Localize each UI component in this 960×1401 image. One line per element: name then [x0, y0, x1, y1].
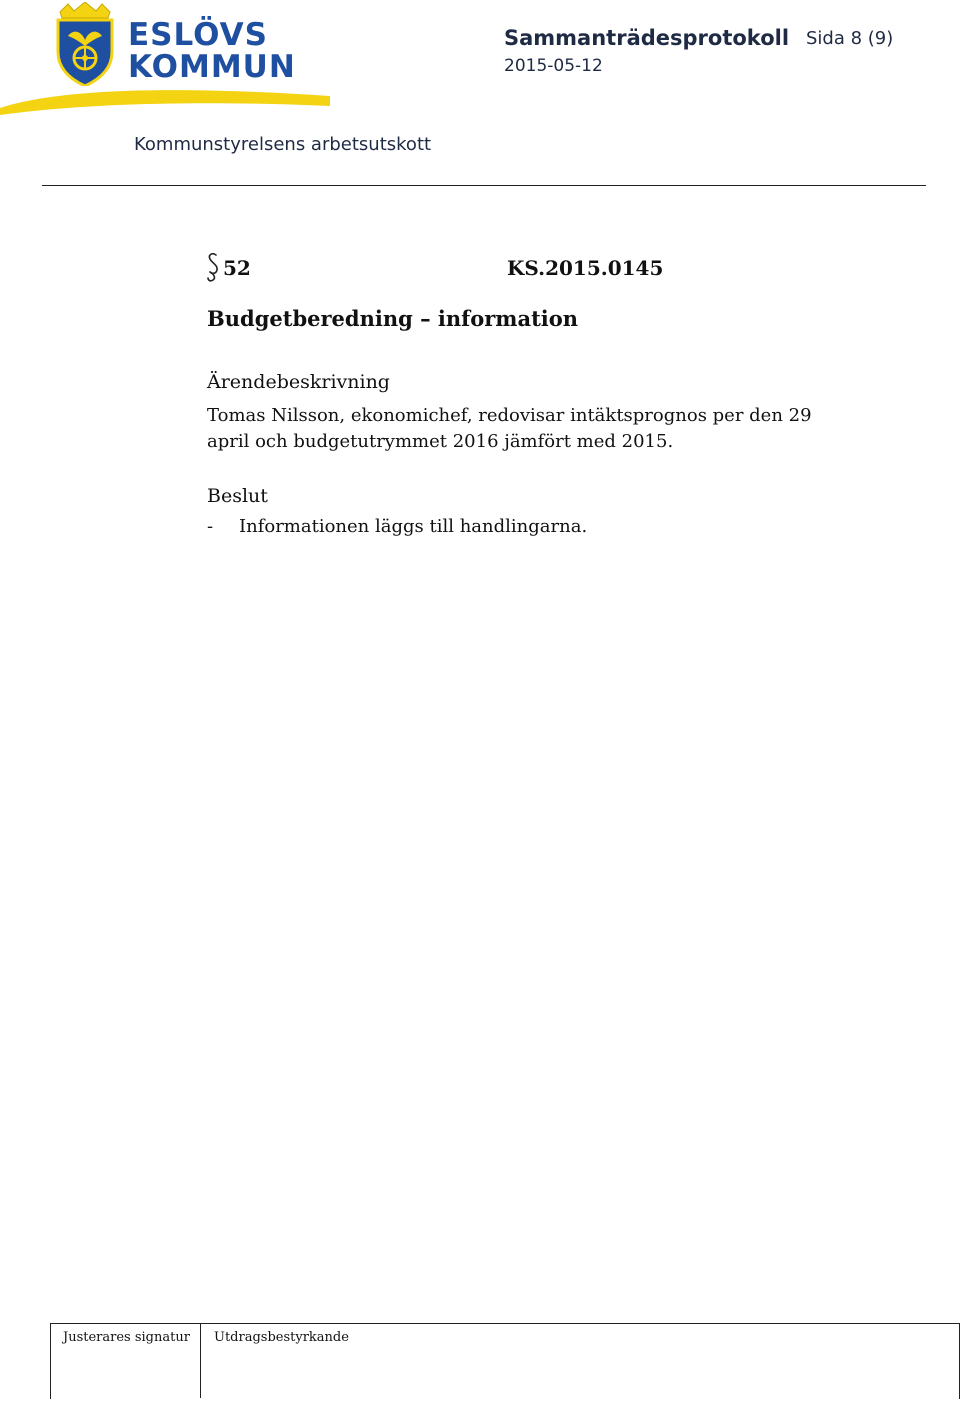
coat-of-arms-icon [54, 2, 116, 86]
brand-name-line1: ESLÖVS [128, 17, 268, 53]
decision-bullet: - [207, 516, 214, 537]
document-date: 2015-05-12 [504, 56, 603, 76]
description-text: Tomas Nilsson, ekonomichef, redovisar intäktsprognos per den 29 april och budgetutrymmet 2016 jämfört med 2015. [207, 405, 812, 452]
description-heading: Ärendebeskrivning [207, 371, 390, 393]
brand-name-line2: KOMMUN [128, 49, 296, 85]
signature-box-divider [200, 1323, 201, 1398]
paragraph-sign-icon [206, 252, 220, 282]
committee-name: Kommunstyrelsens arbetsutskott [134, 134, 432, 155]
decision-item [207, 516, 587, 537]
decision-text: Informationen läggs till handlingarna. [239, 516, 588, 537]
paragraph-number: 52 [223, 256, 251, 280]
certification-label: Utdragsbestyrkande [214, 1330, 349, 1345]
item-title: Budgetberedning – information [207, 306, 579, 331]
case-number: KS.2015.0145 [507, 256, 664, 280]
decision-heading: Beslut [207, 485, 268, 507]
document-title: Sammanträdesprotokoll [504, 26, 790, 50]
logo [0, 0, 340, 115]
signature-label: Justerares signatur [63, 1330, 190, 1345]
page-number: Sida 8 (9) [806, 28, 894, 49]
header-divider [42, 185, 926, 186]
